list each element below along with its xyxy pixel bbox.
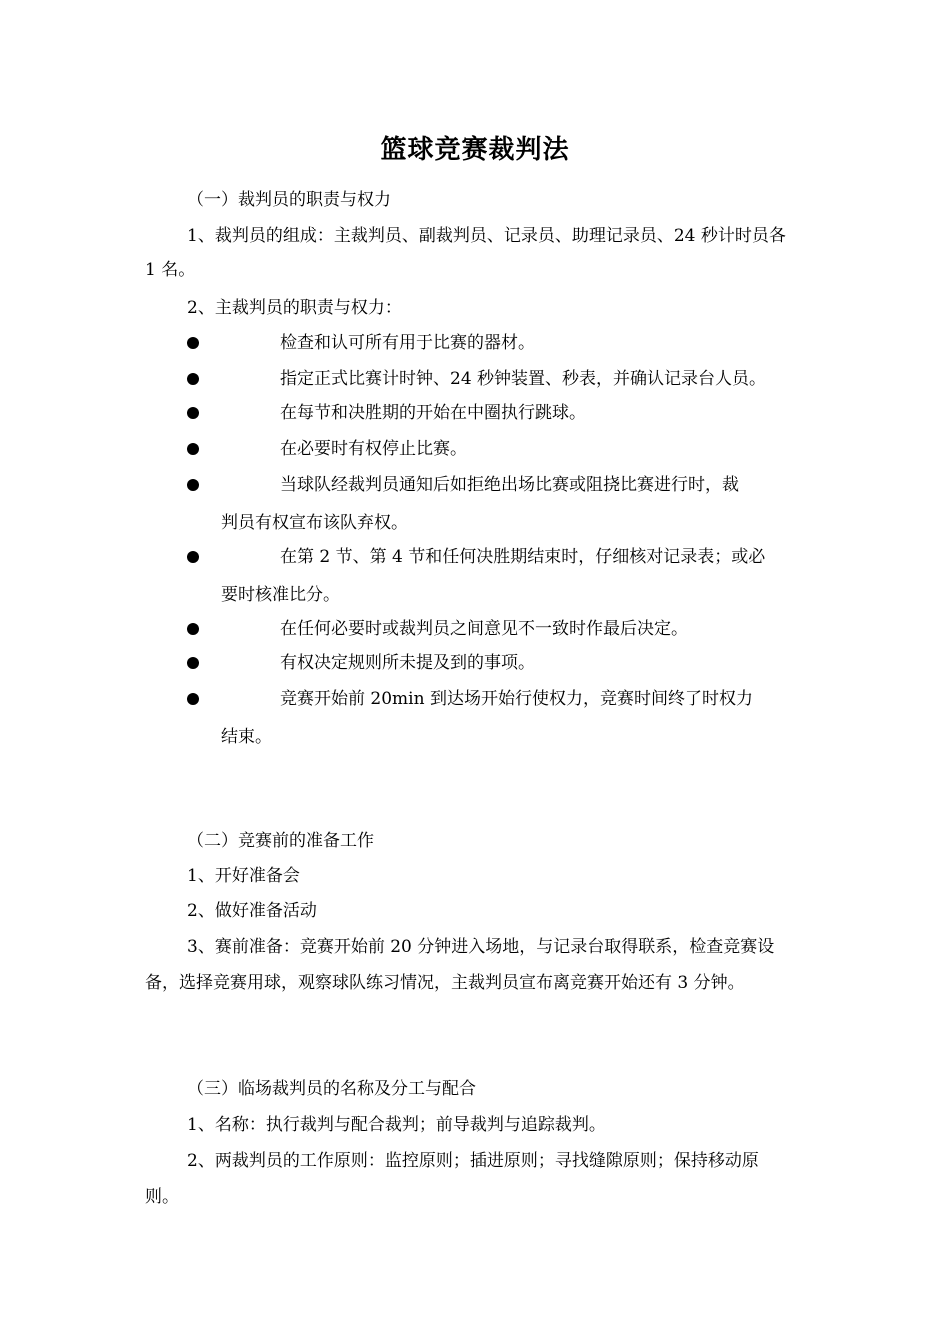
page-title: 篮球竞赛裁判法	[380, 135, 570, 165]
section-3-item-2-line-1: 2、两裁判员的工作原则：监控原则；插进原则；寻找缝隙原则；保持移动原	[187, 1151, 759, 1171]
section-1-item-1-line-2: 1 名。	[145, 260, 196, 280]
bullet-item-5-line-1: 当球队经裁判员通知后如拒绝出场比赛或阻挠比赛进行时，裁	[280, 475, 739, 495]
bullet-item-8: 有权决定规则所未提及到的事项。	[280, 653, 535, 673]
bullet-item-6-line-2: 要时核准比分。	[221, 585, 340, 605]
bullet-item-6-line-1: 在第 2 节、第 4 节和任何决胜期结束时，仔细核对记录表；或必	[280, 547, 766, 567]
bullet-icon	[187, 479, 199, 491]
bullet-item-7: 在任何必要时或裁判员之间意见不一致时作最后决定。	[280, 619, 688, 639]
section-2-item-1: 1、开好准备会	[187, 866, 300, 886]
bullet-icon	[187, 623, 199, 635]
bullet-item-5-line-2: 判员有权宣布该队弃权。	[221, 513, 408, 533]
section-3-heading: （三）临场裁判员的名称及分工与配合	[187, 1079, 476, 1099]
bullet-item-1: 检查和认可所有用于比赛的器材。	[280, 333, 535, 353]
bullet-icon	[187, 693, 199, 705]
section-2-heading: （二）竞赛前的准备工作	[187, 831, 374, 851]
section-1-item-1-line-1: 1、裁判员的组成：主裁判员、副裁判员、记录员、助理记录员、24 秒计时员各	[187, 226, 786, 246]
bullet-icon	[187, 407, 199, 419]
bullet-icon	[187, 373, 199, 385]
bullet-icon	[187, 551, 199, 563]
bullet-icon	[187, 657, 199, 669]
section-2-item-3-line-1: 3、赛前准备：竞赛开始前 20 分钟进入场地，与记录台取得联系，检查竞赛设	[187, 937, 775, 957]
section-1-item-2: 2、主裁判员的职责与权力：	[187, 298, 402, 318]
section-3-item-2-line-2: 则。	[145, 1187, 179, 1207]
bullet-item-3: 在每节和决胜期的开始在中圈执行跳球。	[280, 403, 586, 423]
bullet-item-2: 指定正式比赛计时钟、24 秒钟装置、秒表，并确认记录台人员。	[280, 369, 767, 389]
section-1-heading: （一）裁判员的职责与权力	[187, 190, 391, 210]
bullet-item-4: 在必要时有权停止比赛。	[280, 439, 467, 459]
section-2-item-2: 2、做好准备活动	[187, 901, 317, 921]
bullet-icon	[187, 337, 199, 349]
bullet-item-9-line-1: 竞赛开始前 20min 到达场开始行使权力，竞赛时间终了时权力	[280, 689, 753, 709]
bullet-item-9-line-2: 结束。	[221, 727, 272, 747]
bullet-icon	[187, 443, 199, 455]
section-2-item-3-line-2: 备，选择竞赛用球，观察球队练习情况，主裁判员宣布离竞赛开始还有 3 分钟。	[145, 973, 745, 993]
section-3-item-1: 1、名称：执行裁判与配合裁判；前导裁判与追踪裁判。	[187, 1115, 606, 1135]
